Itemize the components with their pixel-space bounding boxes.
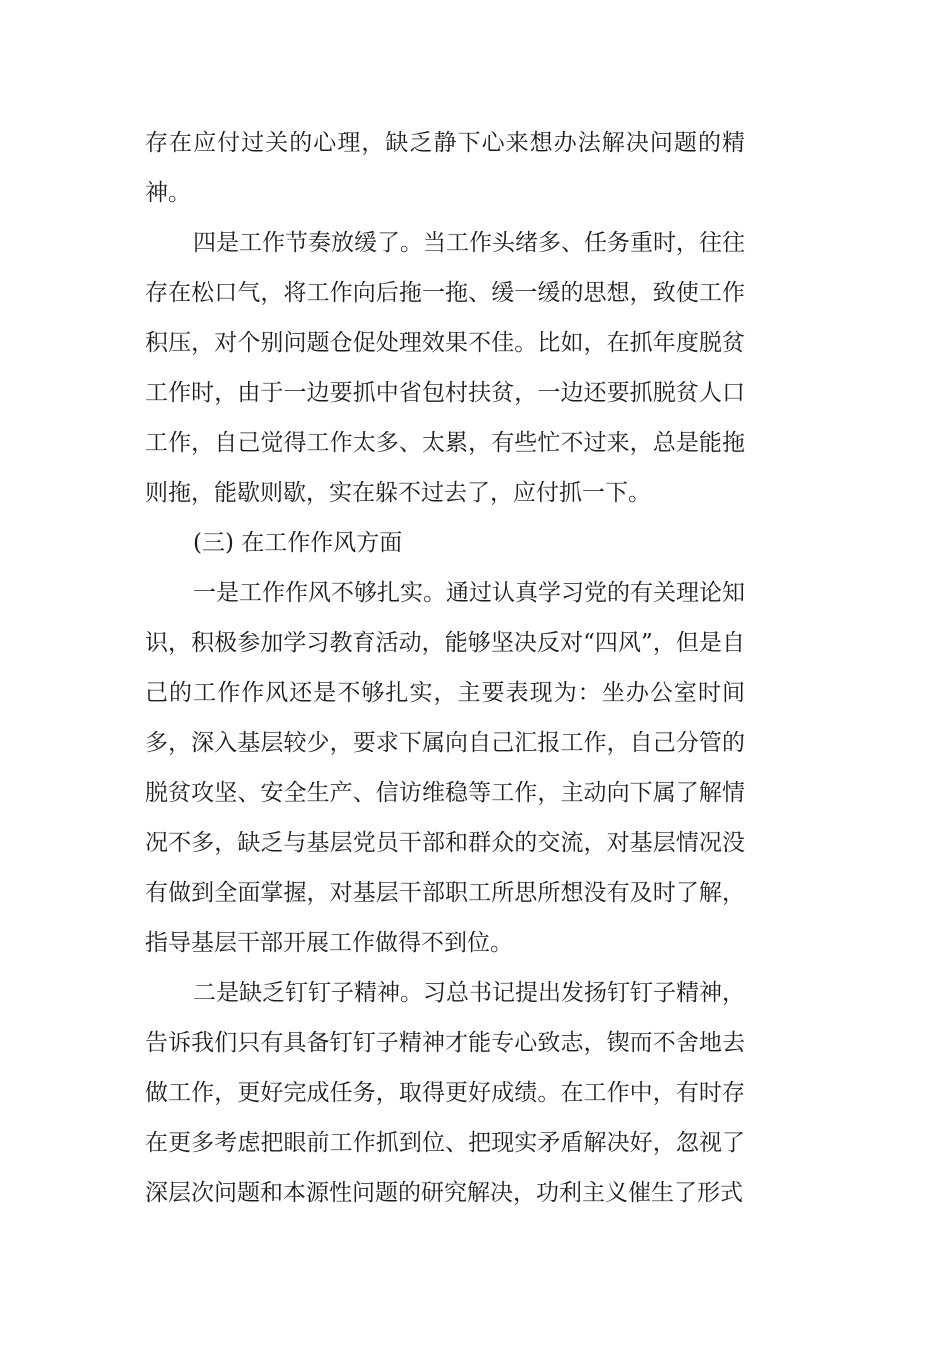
- paragraph-first-point: 一是工作作风不够扎实。通过认真学习党的有关理论知识，积极参加学习教育活动，能够坚决反对“四风”，但是自己的工作作风还是不够扎实，主要表现为：坐办公室时间多，深入基层较少，要求下属向自己汇报工作，自己分管的脱贫攻坚、安全生产、信访维稳等工作，主动向下属了解情况不多，缺乏与基层党员干部和群众的交流，对基层情况没有做到全面掌握，对基层干部职工所思所想没有及时了解，指导基层干部开展工作做得不到位。: [145, 580, 745, 956]
- paragraph-fourth-point: 四是工作节奏放缓了。当工作头绪多、任务重时，往往存在松口气，将工作向后拖一拖、缓一缓的思想，致使工作积压，对个别问题仓促处理效果不佳。比如，在抓年度脱贫工作时，由于一边要抓中省包村扶贫，一边还要抓脱贫人口工作，自己觉得工作太多、太累，有些忙不过来，总是能拖则拖，能歇则歇，实在躲不过去了，应付抓一下。: [145, 230, 745, 506]
- paragraph-continuation: 存在应付过关的心理，缺乏静下心来想办法解决问题的精神。: [145, 130, 745, 206]
- section-heading-three: (三) 在工作作风方面: [193, 530, 403, 556]
- paragraph-second-point: 二是缺乏钉钉子精神。习总书记提出发扬钉钉子精神，告诉我们只有具备钉钉子精神才能专心致志，锲而不舍地去做工作，更好完成任务，取得更好成绩。在工作中，有时存在更多考虑把眼前工作抓到位、把现实矛盾解决好，忽视了深层次问题和本源性问题的研究解决，功利主义催生了形式: [145, 980, 745, 1206]
- document-body: [145, 118, 745, 1218]
